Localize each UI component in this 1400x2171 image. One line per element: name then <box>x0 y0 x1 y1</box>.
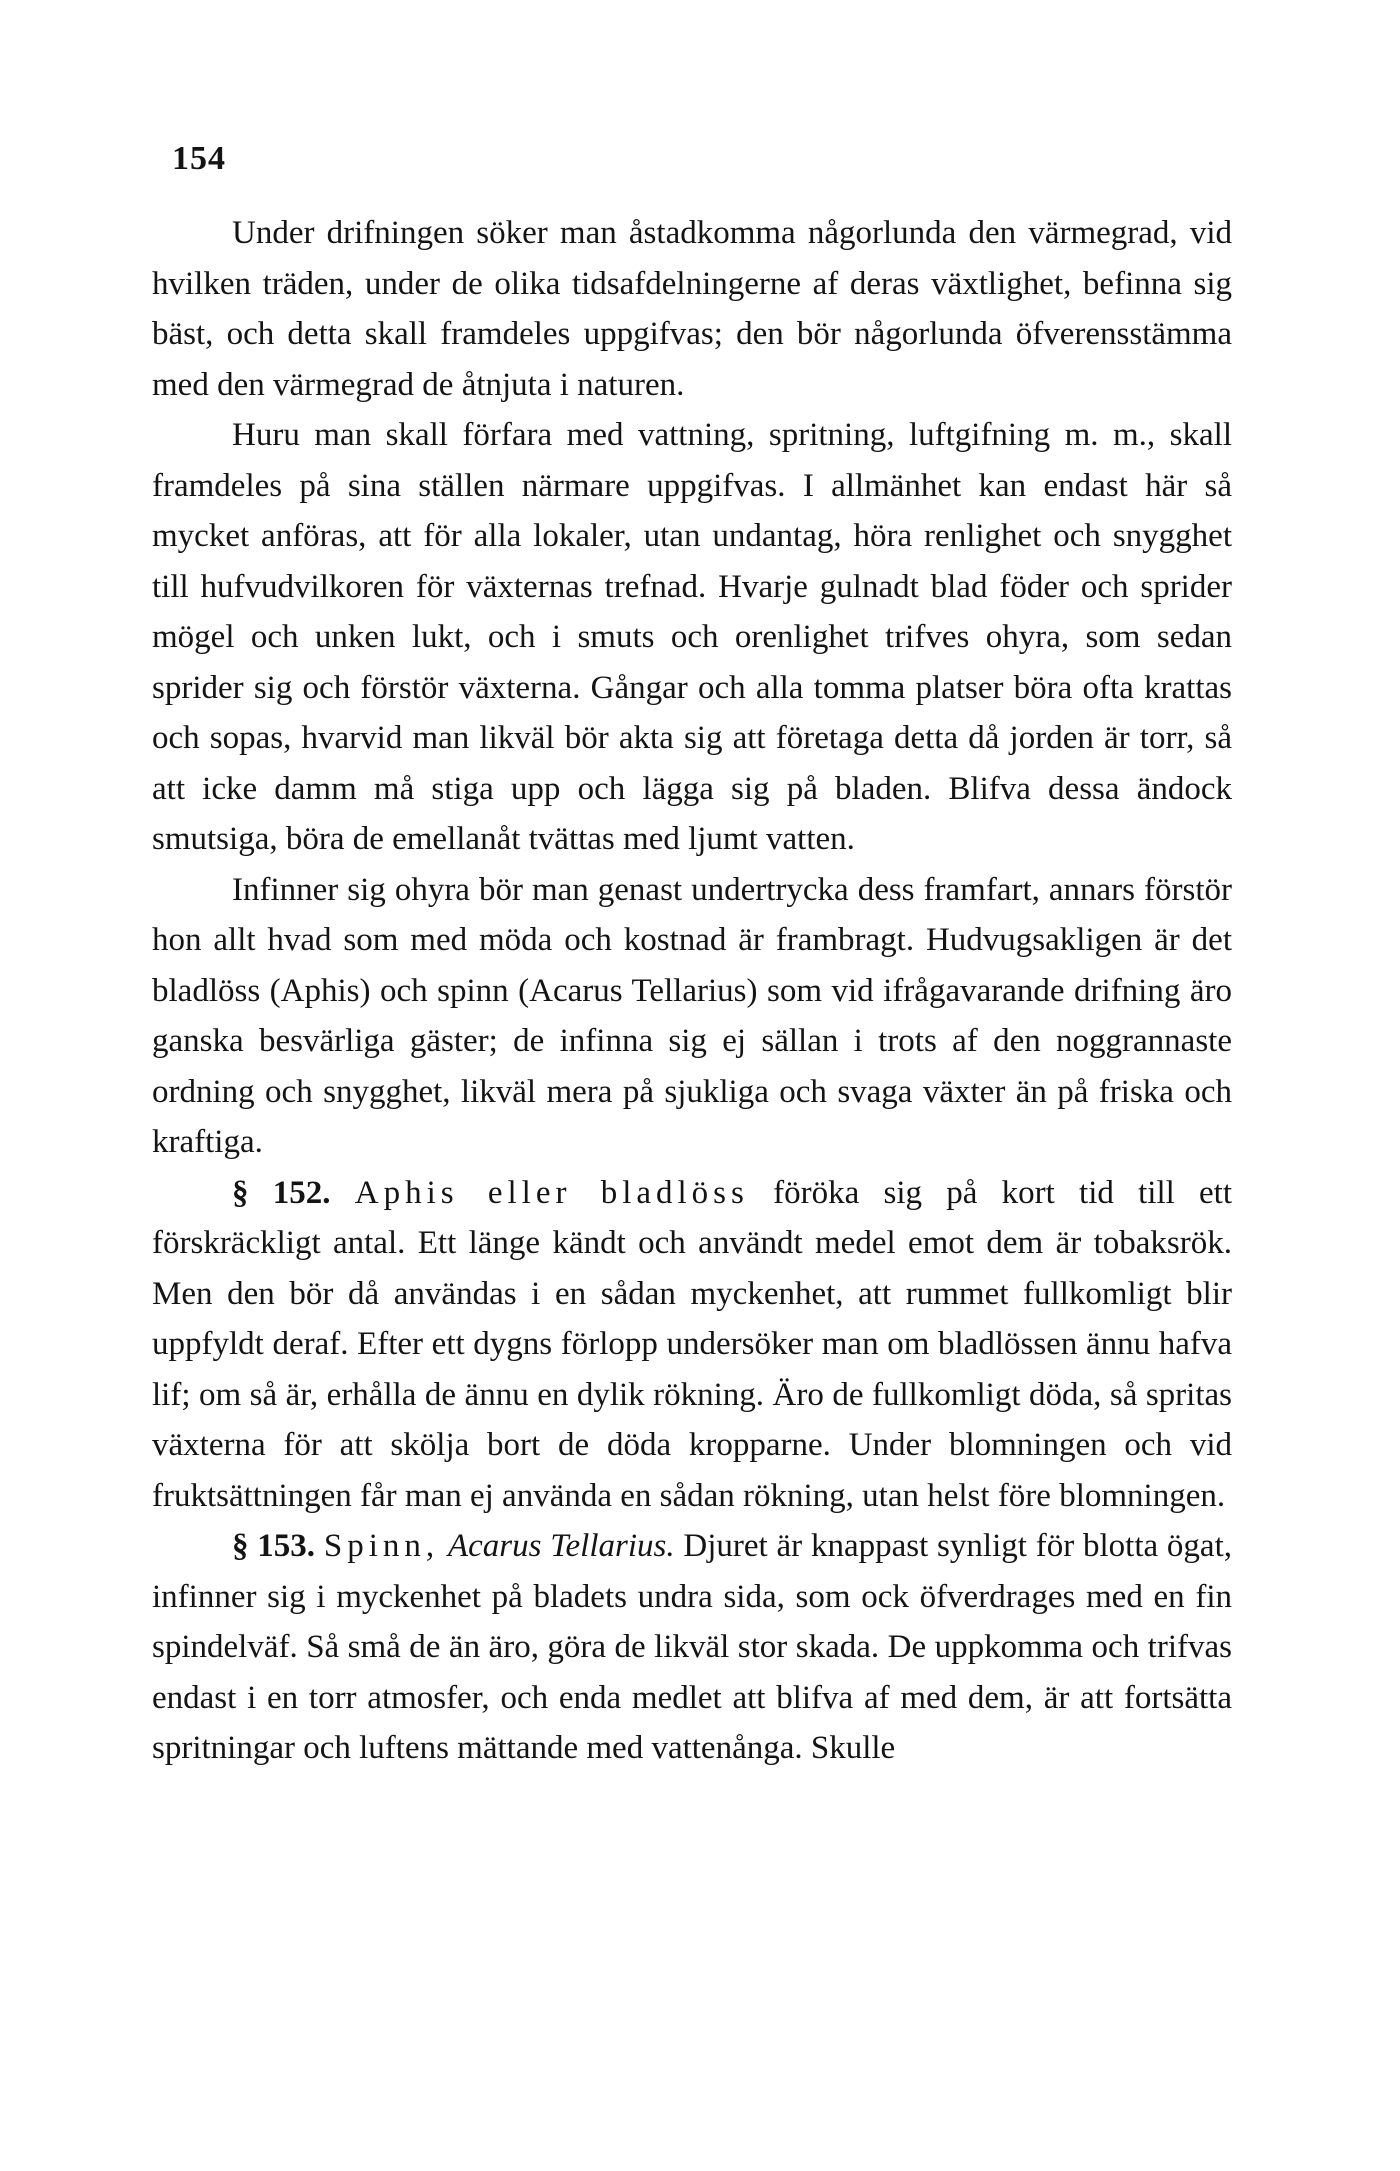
section-number: § 152. <box>232 1174 331 1211</box>
body-text <box>152 208 1232 1774</box>
paragraph: Under drifningen söker man åstadkomma någorlunda den värmegrad, vid hvilken träden, under de olika tidsafdelningerne af deras växtlighet, befinna sig bäst, och detta skall framdeles uppgifvas; den bör någorlunda öfverensstämma med den värmegrad de åtnjuta i naturen. <box>152 215 1232 403</box>
section-text: Djuret är knappast synligt för blotta ögat, infinner sig i myckenhet på bladets undra sida, som ock öfverdrages med en fin spindelväf. Så små de än äro, göra de likväl stor skada. De uppkomma och trifvas endast i en torr atmosfer, och enda medlet att blifva af med dem, är att fortsätta spritningar och luftens mättande med vattenånga. Skulle <box>152 1528 1232 1766</box>
section-heading-latin: Acarus Tellarius. <box>447 1528 675 1564</box>
section-number: § 153. <box>232 1528 316 1564</box>
section-paragraph <box>152 1168 1232 1522</box>
section-heading: Spinn, <box>323 1528 440 1564</box>
page-number: 154 <box>172 140 226 177</box>
section-text: föröka sig på kort tid till ett förskräckligt antal. Ett länge kändt och användt medel emot dem är tobaksrök. Men den bör då användas i en sådan myckenhet, att rummet fullkomligt blir uppfyldt deraf. Efter ett dygns förlopp undersöker man om bladlössen ännu hafva lif; om så är, erhålla de ännu en dylik rökning. Äro de fullkomligt döda, så spritas växterna för att skölja bort de döda kropparne. Under blomningen och vid fruktsättningen får man ej använda en sådan rökning, utan helst före blomningen. <box>152 1174 1233 1514</box>
paragraph: Huru man skall förfara med vattning, spritning, luftgifning m. m., skall framdeles på sina ställen närmare uppgifvas. I allmänhet kan endast här så mycket anföras, att för alla lokaler, utan undantag, höra renlighet och snygghet till hufvudvilkoren för växternas trefnad. Hvarje gulnadt blad föder och sprider mögel och unken lukt, och i smuts och orenlighet trifves ohyra, som sedan sprider sig och förstör växterna. Gångar och alla tomma platser böra ofta krattas och sopas, hvarvid man likväl bör akta sig att företaga detta då jorden är torr, så att icke damm må stiga upp och lägga sig på bladen. Blifva dessa ändock smutsiga, böra de emellanåt tvättas med ljumt vatten. <box>152 417 1232 857</box>
section-paragraph <box>152 1521 1232 1774</box>
paragraph: Infinner sig ohyra bör man genast undertrycka dess framfart, annars förstör hon allt hvad som med möda och kostnad är frambragt. Hudvugsakligen är det bladlöss (Aphis) och spinn (Acarus Tellarius) som vid ifrågavarande drifning äro ganska besvärliga gäster; de infinna sig ej sällan i trots af den noggrannaste ordning och snygghet, likväl mera på sjukliga och svaga växter än på friska och kraftiga. <box>152 871 1232 1160</box>
section-heading: Aphis eller bladlöss <box>354 1174 749 1211</box>
